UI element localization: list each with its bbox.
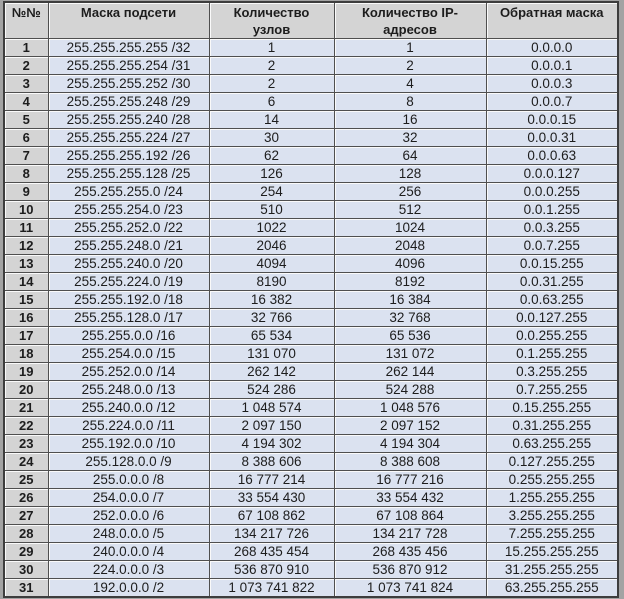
row-number-cell: 5 [4,111,48,129]
header-row [4,2,618,39]
subnet-mask-cell: 255.255.255.128 /25 [48,165,209,183]
column-header-host-count: Количество узлов [209,2,334,39]
ip-count-cell: 128 [334,165,486,183]
row-number-cell: 29 [4,543,48,561]
host-count-cell: 62 [209,147,334,165]
table-row [4,111,618,129]
row-number-cell: 3 [4,75,48,93]
row-number-cell: 23 [4,435,48,453]
row-number-cell: 31 [4,579,48,598]
wildcard-mask-cell: 0.0.0.127 [486,165,618,183]
subnet-mask-cell: 255.255.0.0 /16 [48,327,209,345]
ip-count-cell: 2 097 152 [334,417,486,435]
subnet-mask-cell: 240.0.0.0 /4 [48,543,209,561]
table-row [4,93,618,111]
table-row [4,147,618,165]
subnet-mask-cell: 255.0.0.0 /8 [48,471,209,489]
host-count-cell: 2 [209,57,334,75]
subnet-mask-cell: 255.192.0.0 /10 [48,435,209,453]
host-count-cell: 32 766 [209,309,334,327]
subnet-mask-cell: 255.255.254.0 /23 [48,201,209,219]
subnet-mask-cell: 255.128.0.0 /9 [48,453,209,471]
table-row [4,543,618,561]
subnet-mask-cell: 255.255.240.0 /20 [48,255,209,273]
row-number-cell: 19 [4,363,48,381]
row-number-cell: 14 [4,273,48,291]
table-row [4,489,618,507]
row-number-cell: 12 [4,237,48,255]
table-row [4,75,618,93]
wildcard-mask-cell: 0.0.127.255 [486,309,618,327]
ip-count-cell: 536 870 912 [334,561,486,579]
column-header-wildcard-mask-label: Обратная маска [499,5,604,20]
wildcard-mask-cell: 63.255.255.255 [486,579,618,598]
row-number-cell: 6 [4,129,48,147]
host-count-cell: 1022 [209,219,334,237]
row-number-cell: 26 [4,489,48,507]
wildcard-mask-cell: 0.255.255.255 [486,471,618,489]
host-count-cell: 67 108 862 [209,507,334,525]
wildcard-mask-cell: 1.255.255.255 [486,489,618,507]
subnet-mask-cell: 255.255.255.224 /27 [48,129,209,147]
table-row [4,435,618,453]
wildcard-mask-cell: 0.0.255.255 [486,327,618,345]
table-row [4,399,618,417]
host-count-cell: 4 194 302 [209,435,334,453]
table-row [4,525,618,543]
table-row [4,327,618,345]
table-row [4,345,618,363]
subnet-mask-cell: 224.0.0.0 /3 [48,561,209,579]
host-count-cell: 33 554 430 [209,489,334,507]
table-row [4,309,618,327]
table-row [4,453,618,471]
subnet-mask-cell: 255.255.224.0 /19 [48,273,209,291]
wildcard-mask-cell: 0.1.255.255 [486,345,618,363]
wildcard-mask-cell: 0.3.255.255 [486,363,618,381]
ip-count-cell: 8192 [334,273,486,291]
row-number-cell: 2 [4,57,48,75]
subnet-mask-cell: 255.255.248.0 /21 [48,237,209,255]
ip-count-cell: 32 768 [334,309,486,327]
row-number-cell: 13 [4,255,48,273]
ip-count-cell: 1 073 741 824 [334,579,486,598]
ip-count-cell: 268 435 456 [334,543,486,561]
wildcard-mask-cell: 7.255.255.255 [486,525,618,543]
wildcard-mask-cell: 0.7.255.255 [486,381,618,399]
host-count-cell: 30 [209,129,334,147]
host-count-cell: 4094 [209,255,334,273]
ip-count-cell: 131 072 [334,345,486,363]
ip-count-cell: 67 108 864 [334,507,486,525]
wildcard-mask-cell: 0.0.0.15 [486,111,618,129]
ip-count-cell: 256 [334,183,486,201]
host-count-cell: 6 [209,93,334,111]
row-number-cell: 15 [4,291,48,309]
row-number-cell: 27 [4,507,48,525]
column-header-ip-count-label: Количество IP- [362,5,458,20]
ip-count-cell: 64 [334,147,486,165]
row-number-cell: 22 [4,417,48,435]
ip-count-cell: 4096 [334,255,486,273]
row-number-cell: 20 [4,381,48,399]
wildcard-mask-cell: 0.15.255.255 [486,399,618,417]
host-count-cell: 254 [209,183,334,201]
column-header-number-label: №№ [11,5,41,20]
host-count-cell: 536 870 910 [209,561,334,579]
subnet-mask-cell: 255.224.0.0 /11 [48,417,209,435]
ip-count-cell: 1 [334,39,486,57]
column-header-subnet-mask-label: Маска подсети [80,5,177,20]
host-count-cell: 1 048 574 [209,399,334,417]
table-row [4,57,618,75]
ip-count-cell: 1 048 576 [334,399,486,417]
ip-count-cell: 8 [334,93,486,111]
row-number-cell: 1 [4,39,48,57]
host-count-cell: 524 286 [209,381,334,399]
host-count-cell: 8 388 606 [209,453,334,471]
table-body [4,39,618,598]
row-number-cell: 28 [4,525,48,543]
wildcard-mask-cell: 0.127.255.255 [486,453,618,471]
ip-count-cell: 65 536 [334,327,486,345]
wildcard-mask-cell: 0.0.0.3 [486,75,618,93]
ip-count-cell: 16 384 [334,291,486,309]
subnet-mask-cell: 254.0.0.0 /7 [48,489,209,507]
ip-count-cell: 2 [334,57,486,75]
host-count-cell: 262 142 [209,363,334,381]
host-count-cell: 510 [209,201,334,219]
column-header-number [4,2,48,39]
ip-count-cell: 524 288 [334,381,486,399]
subnet-mask-cell: 255.254.0.0 /15 [48,345,209,363]
wildcard-mask-cell: 0.0.0.7 [486,93,618,111]
row-number-cell: 7 [4,147,48,165]
row-number-cell: 4 [4,93,48,111]
wildcard-mask-cell: 31.255.255.255 [486,561,618,579]
table-row [4,363,618,381]
table-row [4,381,618,399]
subnet-mask-cell: 255.255.255.252 /30 [48,75,209,93]
host-count-cell: 2 [209,75,334,93]
ip-count-cell: 4 194 304 [334,435,486,453]
table-row [4,183,618,201]
wildcard-mask-cell: 0.0.0.0 [486,39,618,57]
table-row [4,417,618,435]
ip-count-cell: 134 217 728 [334,525,486,543]
row-number-cell: 18 [4,345,48,363]
subnet-mask-cell: 255.255.255.192 /26 [48,147,209,165]
subnet-mask-cell: 248.0.0.0 /5 [48,525,209,543]
wildcard-mask-cell: 0.0.63.255 [486,291,618,309]
table-row [4,255,618,273]
subnet-mask-cell: 255.240.0.0 /12 [48,399,209,417]
wildcard-mask-cell: 0.0.1.255 [486,201,618,219]
table-row [4,237,618,255]
subnet-mask-cell: 255.255.255.248 /29 [48,93,209,111]
subnet-mask-cell: 252.0.0.0 /6 [48,507,209,525]
row-number-cell: 10 [4,201,48,219]
ip-count-cell: 262 144 [334,363,486,381]
row-number-cell: 17 [4,327,48,345]
column-header-wildcard-mask [486,2,618,39]
wildcard-mask-cell: 0.0.0.31 [486,129,618,147]
subnet-mask-cell: 255.255.192.0 /18 [48,291,209,309]
host-count-cell: 1 073 741 822 [209,579,334,598]
wildcard-mask-cell: 0.0.3.255 [486,219,618,237]
host-count-cell: 16 777 214 [209,471,334,489]
subnet-mask-cell: 255.255.252.0 /22 [48,219,209,237]
table-row [4,471,618,489]
host-count-cell: 126 [209,165,334,183]
table-row [4,129,618,147]
subnet-mask-cell: 255.255.255.240 /28 [48,111,209,129]
ip-count-cell: 33 554 432 [334,489,486,507]
subnet-mask-cell: 255.255.128.0 /17 [48,309,209,327]
column-header-ip-count: Количество IP- адресов [334,2,486,39]
subnet-mask-table [3,1,619,598]
subnet-mask-cell: 255.255.255.254 /31 [48,57,209,75]
subnet-mask-cell: 255.255.255.255 /32 [48,39,209,57]
host-count-cell: 268 435 454 [209,543,334,561]
table-row [4,291,618,309]
host-count-cell: 131 070 [209,345,334,363]
subnet-mask-cell: 255.255.255.0 /24 [48,183,209,201]
row-number-cell: 8 [4,165,48,183]
host-count-cell: 65 534 [209,327,334,345]
host-count-cell: 16 382 [209,291,334,309]
table-row [4,507,618,525]
row-number-cell: 25 [4,471,48,489]
row-number-cell: 21 [4,399,48,417]
ip-count-cell: 8 388 608 [334,453,486,471]
row-number-cell: 30 [4,561,48,579]
subnet-mask-cell: 255.248.0.0 /13 [48,381,209,399]
wildcard-mask-cell: 15.255.255.255 [486,543,618,561]
subnet-mask-table-container [3,1,619,598]
subnet-mask-cell: 192.0.0.0 /2 [48,579,209,598]
host-count-cell: 1 [209,39,334,57]
table-row [4,273,618,291]
wildcard-mask-cell: 0.0.15.255 [486,255,618,273]
ip-count-cell: 1024 [334,219,486,237]
host-count-cell: 2 097 150 [209,417,334,435]
ip-count-cell: 4 [334,75,486,93]
table-row [4,201,618,219]
wildcard-mask-cell: 0.31.255.255 [486,417,618,435]
wildcard-mask-cell: 0.0.0.63 [486,147,618,165]
subnet-mask-cell: 255.252.0.0 /14 [48,363,209,381]
ip-count-cell: 2048 [334,237,486,255]
wildcard-mask-cell: 0.63.255.255 [486,435,618,453]
host-count-cell: 134 217 726 [209,525,334,543]
wildcard-mask-cell: 0.0.7.255 [486,237,618,255]
wildcard-mask-cell: 0.0.0.255 [486,183,618,201]
ip-count-cell: 512 [334,201,486,219]
host-count-cell: 2046 [209,237,334,255]
table-row [4,219,618,237]
table-row [4,39,618,57]
table-row [4,165,618,183]
column-header-host-count-label: Количество [233,5,310,20]
table-row [4,579,618,598]
host-count-cell: 14 [209,111,334,129]
row-number-cell: 11 [4,219,48,237]
row-number-cell: 9 [4,183,48,201]
wildcard-mask-cell: 3.255.255.255 [486,507,618,525]
wildcard-mask-cell: 0.0.0.1 [486,57,618,75]
wildcard-mask-cell: 0.0.31.255 [486,273,618,291]
row-number-cell: 24 [4,453,48,471]
row-number-cell: 16 [4,309,48,327]
table-row [4,561,618,579]
ip-count-cell: 16 [334,111,486,129]
host-count-cell: 8190 [209,273,334,291]
ip-count-cell: 32 [334,129,486,147]
column-header-subnet-mask [48,2,209,39]
ip-count-cell: 16 777 216 [334,471,486,489]
